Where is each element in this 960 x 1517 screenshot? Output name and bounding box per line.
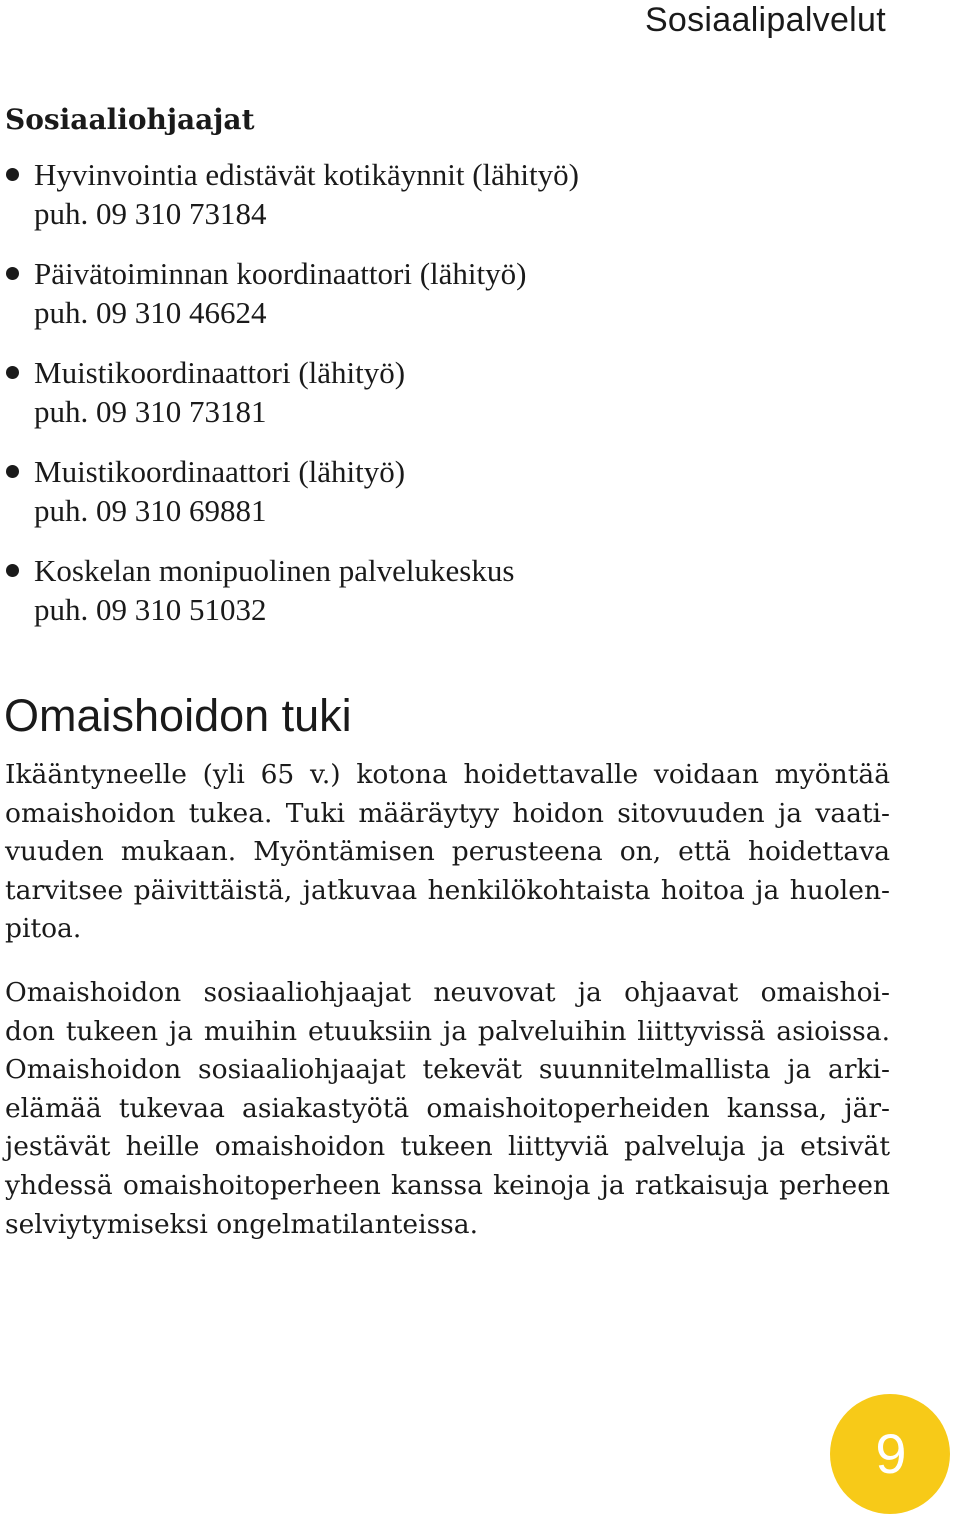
bullet-icon — [6, 465, 19, 478]
contact-name: Muistikoordinaattori (lähityö) — [34, 355, 406, 390]
bullet-icon — [6, 366, 19, 379]
contact-name: Koskelan monipuolinen palvelukeskus — [34, 553, 515, 588]
section-heading: Sosiaaliohjaajat — [5, 103, 255, 136]
text-line: elämää tukevaa asiakastyötä omaishoitoperheiden kanssa, jär- — [5, 1092, 890, 1124]
contact-phone: puh. 09 310 73184 — [34, 196, 267, 231]
text-line: Ikääntyneelle (yli 65 v.) kotona hoidettavalle voidaan myöntää — [5, 759, 890, 790]
text-line: Omaishoidon sosiaaliohjaajat tekevät suunnitelmallista ja arki- — [5, 1054, 890, 1086]
list-item — [0, 551, 579, 629]
page-number-badge — [830, 1394, 950, 1514]
list-item — [0, 254, 579, 332]
contact-phone: puh. 09 310 46624 — [34, 295, 267, 330]
contact-name: Muistikoordinaattori (lähityö) — [34, 454, 406, 489]
list-item — [0, 155, 579, 233]
text-line: tarvitsee päivittäistä, jatkuvaa henkilökohtaista hoitoa ja huolen- — [5, 874, 890, 906]
contact-name: Päivätoiminnan koordinaattori (lähityö) — [34, 256, 527, 291]
text-line: omaishoidon tukea. Tuki määräytyy hoidon sitovuuden ja vaati- — [5, 797, 890, 829]
text-line: pitoa. — [5, 913, 82, 945]
list-item — [0, 452, 579, 530]
list-item — [0, 353, 579, 431]
text-line: selviytymiseksi ongelmatilanteissa. — [5, 1208, 479, 1240]
page-number: 9 — [875, 1422, 907, 1485]
text-line: vuuden mukaan. Myöntämisen perusteena on, että hoidettava — [5, 836, 890, 868]
contact-name: Hyvinvointia edistävät kotikäynnit (lähityö) — [34, 157, 579, 192]
bullet-icon — [6, 168, 19, 181]
omaishoito-paragraph-2 — [5, 974, 890, 1244]
bullet-icon — [6, 564, 19, 577]
contact-phone: puh. 09 310 73181 — [34, 394, 267, 429]
text-line: Omaishoidon sosiaaliohjaajat neuvovat ja ohjaavat omaishoi- — [5, 977, 890, 1008]
running-header: Sosiaalipalvelut — [644, 1, 886, 39]
text-line: yhdessä omaishoitoperheen kanssa keinoja ja ratkaisuja perheen — [5, 1169, 890, 1201]
contact-phone: puh. 09 310 69881 — [34, 493, 267, 528]
omaishoito-paragraph-1 — [5, 756, 890, 949]
contact-list — [0, 155, 579, 650]
text-line: don tukeen ja muihin etuuksiin ja palveluihin liittyvissä asioissa. — [5, 1015, 890, 1047]
text-line: jestävät heille omaishoidon tukeen liittyviä palveluja ja etsivät — [5, 1131, 890, 1163]
omaishoito-heading: Omaishoidon tuki — [4, 690, 352, 741]
contact-phone: puh. 09 310 51032 — [34, 592, 267, 627]
bullet-icon — [6, 267, 19, 280]
